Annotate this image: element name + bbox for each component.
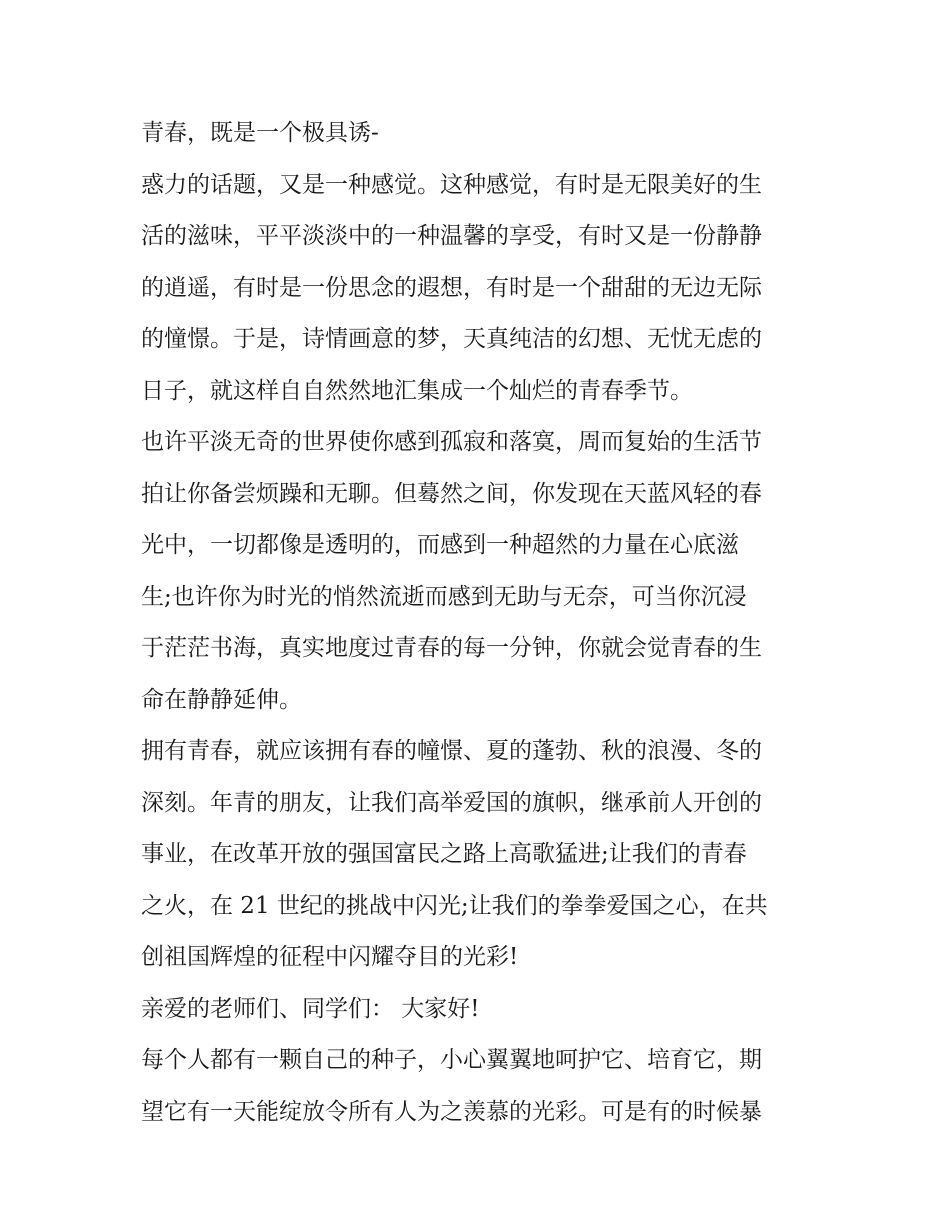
text-line: 也许平淡无奇的世界使你感到孤寂和落寞，周而复始的生活节 <box>141 429 762 455</box>
text-line: 的逍遥，有时是一份思念的遐想，有时是一个甜甜的无边无际 <box>141 274 762 301</box>
text-line: 生;也许你为时光的悄然流逝而感到无助与无奈，可当你沉浸 <box>141 583 747 610</box>
text-line: 深刻。年青的朋友，让我们高举爱国的旗帜，继承前人开创的 <box>141 789 762 816</box>
text-line: 创祖国辉煌的征程中闪耀夺目的光彩! <box>141 944 519 970</box>
text-line: 于茫茫书海，真实地度过青春的每一分钟，你就会觉青春的生 <box>141 635 762 661</box>
text-line: 之火，在 21 世纪的挑战中闪光;让我们的拳拳爱国之心，在共 <box>141 892 768 919</box>
text-line: 活的滋味，平平淡淡中的一种温馨的享受，有时又是一份静静 <box>141 223 762 249</box>
text-line: 事业，在改革开放的强国富民之路上高歌猛进;让我们的青春 <box>141 841 747 867</box>
text-line: 望它有一天能绽放令所有人为之羡慕的光彩。可是有的时候暴 <box>141 1098 762 1125</box>
text-line: 拍让你备尝烦躁和无聊。但蓦然之间，你发现在天蓝风轻的春 <box>141 480 762 507</box>
text-line: 每个人都有一颗自己的种子，小心翼翼地呵护它、培育它，期 <box>141 1047 762 1073</box>
text-line: 日子，就这样自自然然地汇集成一个灿烂的青春季节。 <box>141 377 693 404</box>
text-line: 青春，既是一个极具诱- <box>141 120 379 146</box>
document-body <box>141 108 821 1138</box>
text-line: 惑力的话题，又是一种感觉。这种感觉，有时是无限美好的生 <box>141 171 762 198</box>
text-line: 的憧憬。于是，诗情画意的梦，天真纯洁的幻想、无忧无虑的 <box>141 326 762 352</box>
text-line: 拥有青春，就应该拥有春的幢憬、夏的蓬勃、秋的浪漫、冬的 <box>141 738 762 764</box>
text-line: 亲爱的老师们、同学们： 大家好! <box>141 995 480 1022</box>
text-line: 光中，一切都像是透明的，而感到一种超然的力量在心底滋 <box>141 532 739 558</box>
text-line: 命在静静延伸。 <box>141 686 302 713</box>
